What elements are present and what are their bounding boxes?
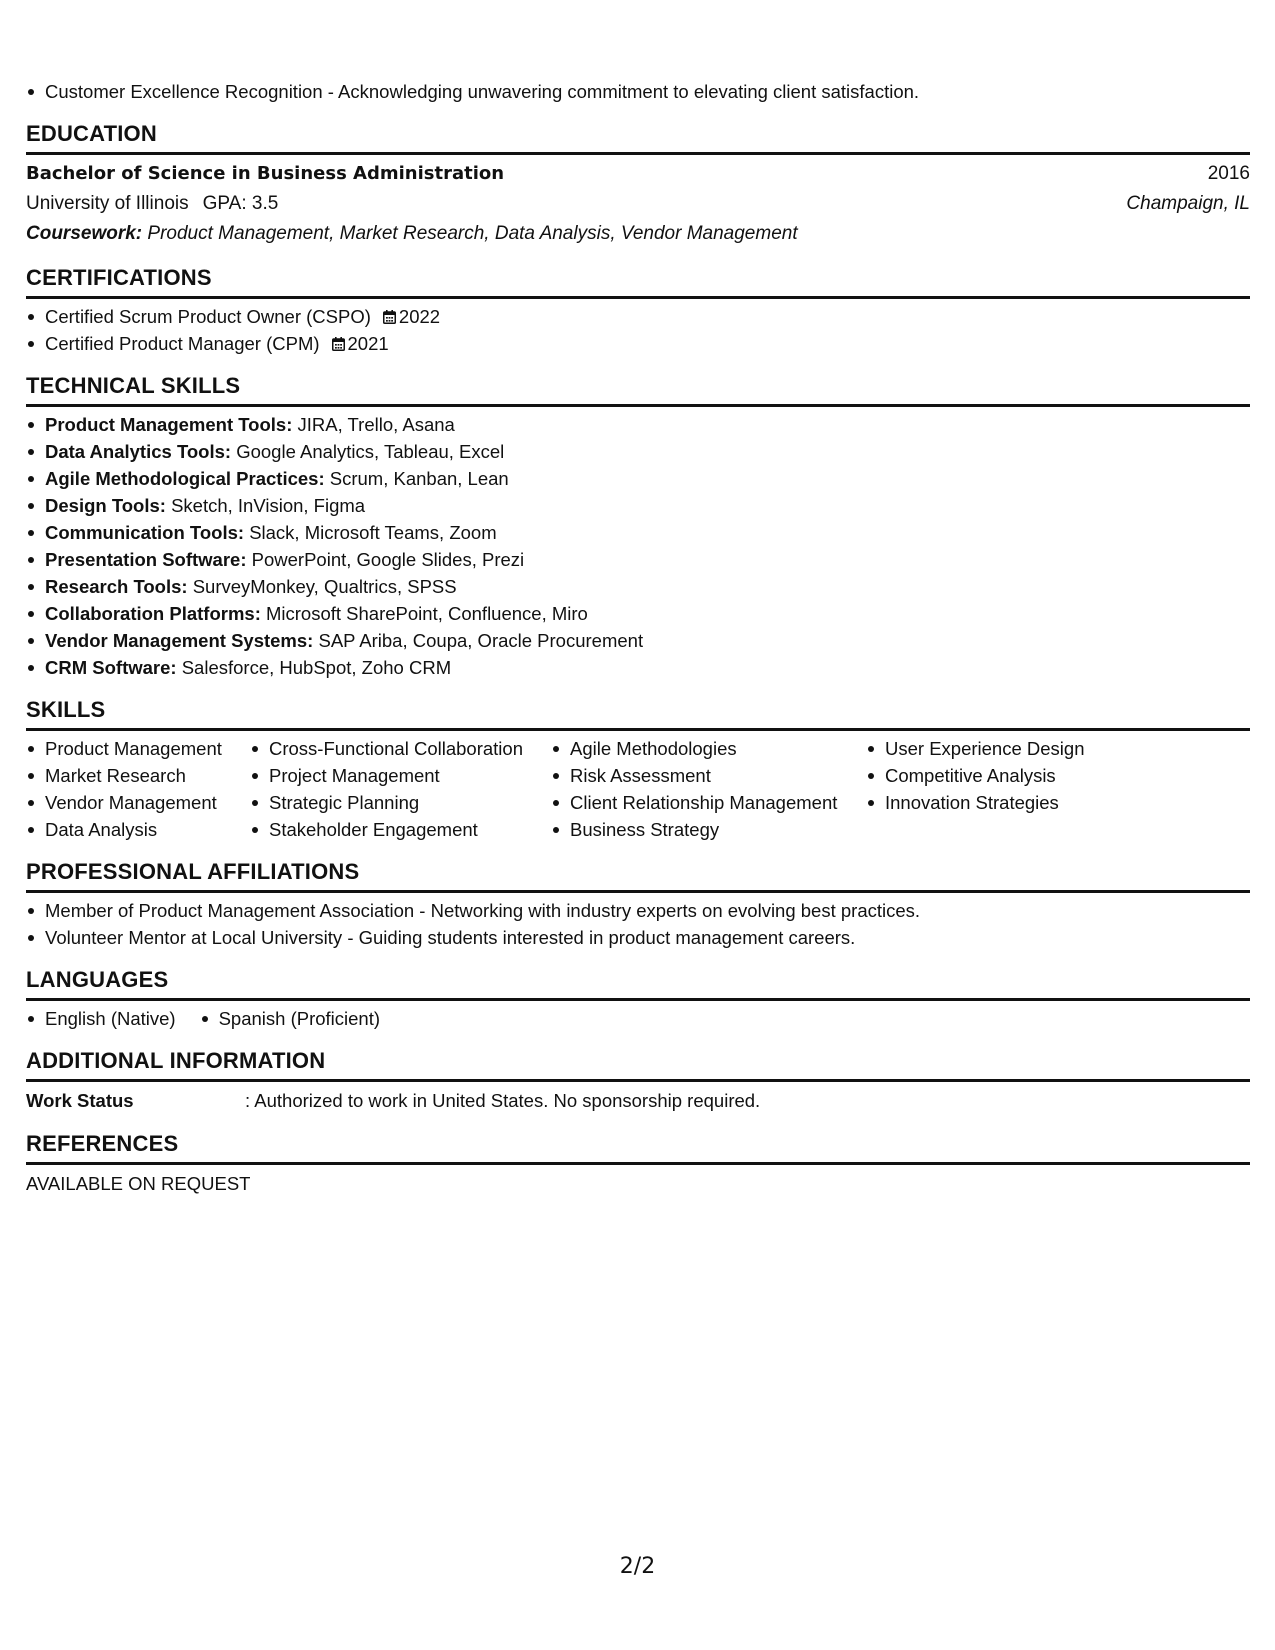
gpa: GPA: 3.5 bbox=[202, 193, 279, 214]
coursework-line bbox=[26, 219, 798, 249]
skill-values: Sketch, InVision, Figma bbox=[171, 495, 366, 516]
section-title: SKILLS bbox=[26, 697, 1250, 731]
list-item: Customer Excellence Recognition - Acknowledging unwavering commitment to elevating client satisfaction. bbox=[26, 78, 1250, 105]
skill-values: JIRA, Trello, Asana bbox=[297, 414, 455, 435]
certification-year: 2021 bbox=[347, 333, 389, 354]
skill-category: Vendor Management Systems: bbox=[45, 630, 314, 651]
skill-category: CRM Software: bbox=[45, 657, 177, 678]
degree-name: Bachelor of Science in Business Administration bbox=[26, 163, 505, 184]
skill-values: SAP Ariba, Coupa, Oracle Procurement bbox=[318, 630, 644, 651]
page-number: 2/2 bbox=[619, 1554, 656, 1579]
coursework-row bbox=[26, 219, 1250, 249]
coursework-label: Coursework: bbox=[26, 223, 143, 244]
university-row bbox=[26, 189, 1250, 219]
section-title: EDUCATION bbox=[26, 121, 1250, 155]
skill-values: Microsoft SharePoint, Confluence, Miro bbox=[266, 603, 588, 624]
certification-name: Certified Product Manager (CPM) bbox=[45, 333, 320, 354]
calendar-icon bbox=[383, 310, 396, 324]
skill-category: Data Analytics Tools: bbox=[45, 441, 232, 462]
list-item: Agile Methodologies bbox=[551, 735, 866, 762]
list-item: Cross-Functional Collaboration bbox=[250, 735, 551, 762]
list-item bbox=[26, 519, 1250, 546]
university-line bbox=[26, 189, 278, 219]
languages-section bbox=[26, 967, 1250, 1032]
university-name: University of Illinois bbox=[26, 193, 189, 214]
skills-column bbox=[551, 735, 866, 843]
technical-skills-section bbox=[26, 373, 1250, 681]
resume-page bbox=[26, 78, 1250, 1199]
skill-category: Agile Methodological Practices: bbox=[45, 468, 325, 489]
skills-column bbox=[866, 735, 1126, 843]
work-status-row bbox=[26, 1086, 1250, 1115]
list-item: Client Relationship Management bbox=[551, 789, 866, 816]
references-text: AVAILABLE ON REQUEST bbox=[26, 1173, 251, 1194]
skill-category: Design Tools: bbox=[45, 495, 166, 516]
awards-list bbox=[26, 78, 1250, 105]
university-location: Champaign, IL bbox=[1126, 193, 1250, 214]
languages-list bbox=[26, 1005, 1250, 1032]
list-item bbox=[26, 411, 1250, 438]
list-item bbox=[26, 465, 1250, 492]
list-item: Stakeholder Engagement bbox=[250, 816, 551, 843]
skills-column bbox=[26, 735, 250, 843]
list-item: Strategic Planning bbox=[250, 789, 551, 816]
skills-column bbox=[250, 735, 551, 843]
calendar-icon bbox=[332, 337, 345, 351]
list-item: Member of Product Management Association - Networking with industry experts on evolving best practices. bbox=[26, 897, 1250, 924]
certifications-section bbox=[26, 265, 1250, 357]
skill-values: Slack, Microsoft Teams, Zoom bbox=[249, 522, 497, 543]
section-title: ADDITIONAL INFORMATION bbox=[26, 1048, 1250, 1082]
degree-row bbox=[26, 159, 1250, 189]
graduation-year: 2016 bbox=[1207, 163, 1250, 184]
certification-name: Certified Scrum Product Owner (CSPO) bbox=[45, 306, 371, 327]
list-item: Business Strategy bbox=[551, 816, 866, 843]
section-title: PROFESSIONAL AFFILIATIONS bbox=[26, 859, 1250, 893]
work-status-label: Work Status bbox=[26, 1090, 134, 1111]
list-item: User Experience Design bbox=[866, 735, 1126, 762]
section-title: LANGUAGES bbox=[26, 967, 1250, 1001]
section-title: TECHNICAL SKILLS bbox=[26, 373, 1250, 407]
list-item: Project Management bbox=[250, 762, 551, 789]
list-item: Market Research bbox=[26, 762, 250, 789]
list-item: English (Native) bbox=[26, 1005, 176, 1032]
list-item bbox=[26, 600, 1250, 627]
list-item: Competitive Analysis bbox=[866, 762, 1126, 789]
list-item bbox=[26, 546, 1250, 573]
skills-section bbox=[26, 697, 1250, 843]
list-item bbox=[26, 330, 1250, 357]
skill-values: Scrum, Kanban, Lean bbox=[329, 468, 509, 489]
list-item bbox=[26, 627, 1250, 654]
list-item bbox=[26, 573, 1250, 600]
list-item bbox=[26, 654, 1250, 681]
skill-category: Communication Tools: bbox=[45, 522, 245, 543]
certification-year: 2022 bbox=[398, 306, 441, 327]
certifications-list bbox=[26, 303, 1250, 357]
skill-category: Collaboration Platforms: bbox=[45, 603, 261, 624]
list-item: Spanish (Proficient) bbox=[200, 1005, 380, 1032]
skills-grid bbox=[26, 735, 1250, 843]
references-section bbox=[26, 1131, 1250, 1199]
skill-values: Salesforce, HubSpot, Zoho CRM bbox=[181, 657, 452, 678]
list-item bbox=[26, 438, 1250, 465]
skill-values: PowerPoint, Google Slides, Prezi bbox=[251, 549, 525, 570]
technical-skills-list bbox=[26, 411, 1250, 681]
list-item bbox=[26, 303, 1250, 330]
section-title: CERTIFICATIONS bbox=[26, 265, 1250, 299]
list-item: Risk Assessment bbox=[551, 762, 866, 789]
list-item bbox=[26, 492, 1250, 519]
skill-category: Product Management Tools: bbox=[45, 414, 293, 435]
list-item: Data Analysis bbox=[26, 816, 250, 843]
skill-category: Research Tools: bbox=[45, 576, 188, 597]
additional-info-section bbox=[26, 1048, 1250, 1115]
skill-values: Google Analytics, Tableau, Excel bbox=[236, 441, 505, 462]
work-status-value: : Authorized to work in United States. No sponsorship required. bbox=[245, 1090, 761, 1111]
affiliations-list bbox=[26, 897, 1250, 951]
affiliations-section bbox=[26, 859, 1250, 951]
list-item: Product Management bbox=[26, 735, 250, 762]
skill-values: SurveyMonkey, Qualtrics, SPSS bbox=[192, 576, 457, 597]
list-item: Volunteer Mentor at Local University - Guiding students interested in product management careers. bbox=[26, 924, 1250, 951]
list-item: Innovation Strategies bbox=[866, 789, 1126, 816]
skill-category: Presentation Software: bbox=[45, 549, 247, 570]
education-section bbox=[26, 121, 1250, 249]
coursework-list: Product Management, Market Research, Data Analysis, Vendor Management bbox=[147, 223, 798, 244]
section-title: REFERENCES bbox=[26, 1131, 1250, 1165]
list-item: Vendor Management bbox=[26, 789, 250, 816]
